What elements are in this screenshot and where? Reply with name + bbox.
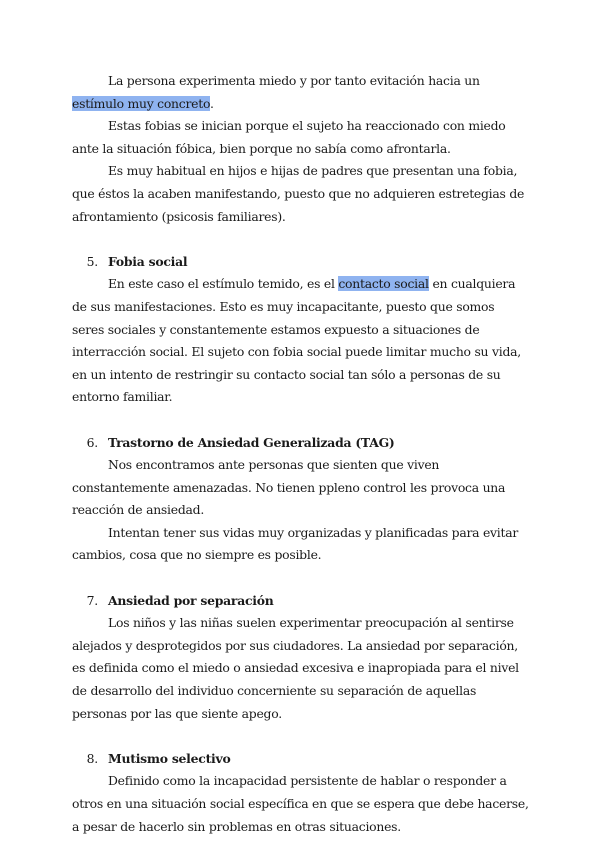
text: en cualquiera de sus manifestaciones. Esto es muy incapacitante, puesto que somos seres sociales y constantemente estamos expuesto a situaciones de interracción social. El sujeto con fobia social puede limitar mucho su vida, en un intento de restringir su contacto social tan sólo a personas de su entorno familiar.	[72, 276, 521, 405]
section-number: 5.	[86, 253, 98, 269]
text: En este caso el estímulo temido, es el	[108, 276, 339, 292]
section-paragraph: Intentan tener sus vidas muy organizadas y planificadas para evitar cambios, cosa que no siempre es posible.	[72, 524, 519, 563]
section-paragraph: Nos encontramos ante personas que sienten que viven constantemente amenazadas. No tienen ppleno control les provoca una reacción de ansiedad.	[72, 457, 506, 518]
section-number: 6.	[86, 434, 98, 450]
section-paragraph: Definido como la incapacidad persistente de hablar o responder a otros en una situación social específica en que se espera que debe hacerse, a pesar de hacerlo sin problemas en otras situaciones.	[72, 773, 529, 834]
section-title: Trastorno de Ansiedad Generalizada (TAG)	[108, 434, 395, 450]
section-title: Fobia social	[108, 253, 188, 269]
intro-paragraph-2: Estas fobias se inician porque el sujeto ha reaccionado con miedo ante la situación fóbica, bien porque no sabía como afrontarla.	[72, 118, 506, 156]
section-heading	[72, 590, 530, 613]
section-heading	[72, 748, 530, 771]
section-heading	[72, 251, 530, 274]
document-body	[72, 70, 530, 838]
section-mutismo-selectivo	[72, 748, 530, 838]
text: .	[209, 95, 214, 111]
section-number: 7.	[86, 592, 98, 608]
intro-paragraph-1	[72, 70, 530, 115]
section-tag	[72, 432, 530, 568]
highlighted-text: estímulo muy concreto	[72, 95, 210, 111]
section-title: Mutismo selectivo	[108, 750, 231, 766]
section-ansiedad-separacion	[72, 590, 530, 726]
section-heading	[72, 432, 530, 455]
highlighted-text: contacto social	[338, 276, 429, 292]
section-number: 8.	[86, 750, 98, 766]
section-title: Ansiedad por separación	[108, 592, 274, 608]
section-paragraph: Los niños y las niñas suelen experimentar preocupación al sentirse alejados y desprotegidos por sus ciudadores. La ansiedad por separación, es definida como el miedo o ansiedad excesiva e inapropiada para el nivel de desarrollo del individuo concerniente su separación de aquellas personas por las que siente apego.	[72, 615, 519, 721]
text: La persona experimenta miedo y por tanto evitación hacia un	[108, 73, 480, 88]
intro-paragraph-3: Es muy habitual en hijos e hijas de padres que presentan una fobia, que éstos la acaben manifestando, puesto que no adquieren estretegias de afrontamiento (psicosis familiares).	[72, 163, 525, 224]
section-fobia-social	[72, 251, 530, 409]
section-paragraph	[72, 273, 530, 409]
